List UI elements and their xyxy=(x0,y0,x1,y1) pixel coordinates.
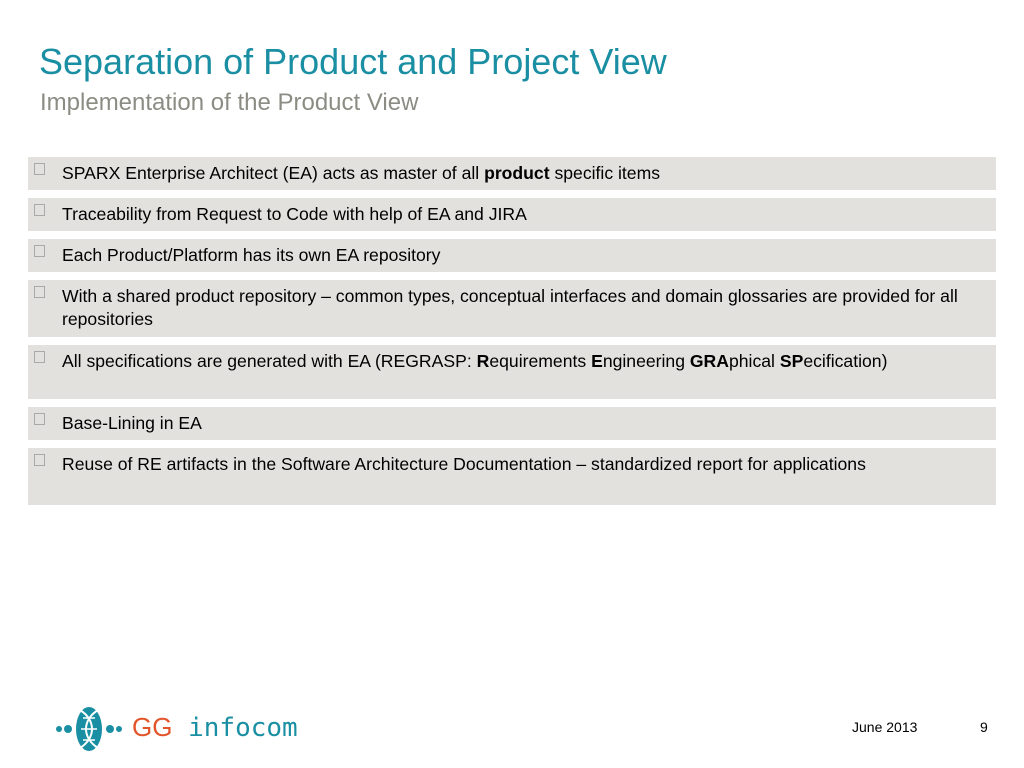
bullet-item xyxy=(28,280,996,337)
slide-title: Separation of Product and Project View xyxy=(39,41,667,82)
bullet-item xyxy=(28,198,996,231)
footer-date: June 2013 xyxy=(852,719,918,735)
logo-infocom: infocom xyxy=(188,713,298,743)
logo-gg: GG xyxy=(132,712,173,742)
bullet-text: SPARX Enterprise Architect (EA) acts as master of all xyxy=(62,163,485,183)
bullet-text: ecification) xyxy=(803,351,888,371)
bullet-box-icon xyxy=(34,204,45,216)
bullet-text: specific items xyxy=(549,163,661,183)
bullet-emphasis: product xyxy=(484,163,550,183)
bullet-text: equirements xyxy=(489,351,592,371)
bullet-emphasis: E xyxy=(591,351,603,371)
bullet-text: phical xyxy=(728,351,780,371)
bullet-item xyxy=(28,157,996,190)
bullet-box-icon xyxy=(34,286,45,298)
bullet-item xyxy=(28,407,996,440)
bullet-box-icon xyxy=(34,454,45,466)
logo-wordmark xyxy=(132,712,298,743)
bullet-box-icon xyxy=(34,413,45,425)
bullet-text: With a shared product repository – common types, conceptual interfaces and domain glossaries are provided for all repositories xyxy=(62,286,958,329)
bullet-item xyxy=(28,345,996,399)
bullet-text: Base-Lining in EA xyxy=(62,413,202,433)
bullet-text: ngineering xyxy=(602,351,690,371)
bullet-list xyxy=(28,157,996,513)
slide-subtitle: Implementation of the Product View xyxy=(40,89,419,116)
bullet-text: Reuse of RE artifacts in the Software Architecture Documentation – standardized report for applications xyxy=(62,454,866,474)
bullet-item xyxy=(28,239,996,272)
bullet-emphasis: SP xyxy=(779,351,804,371)
bullet-text: Each Product/Platform has its own EA repository xyxy=(62,245,441,265)
bullet-emphasis: GRA xyxy=(689,351,729,371)
dna-helix-icon xyxy=(56,707,122,751)
bullet-emphasis: R xyxy=(476,351,490,371)
bullet-text: Traceability from Request to Code with help of EA and JIRA xyxy=(62,204,527,224)
bullet-item xyxy=(28,448,996,505)
bullet-box-icon xyxy=(34,351,45,363)
bullet-box-icon xyxy=(34,163,45,175)
page-number: 9 xyxy=(980,719,988,735)
bullet-text: All specifications are generated with EA (REGRASP: xyxy=(62,351,477,371)
bullet-box-icon xyxy=(34,245,45,257)
